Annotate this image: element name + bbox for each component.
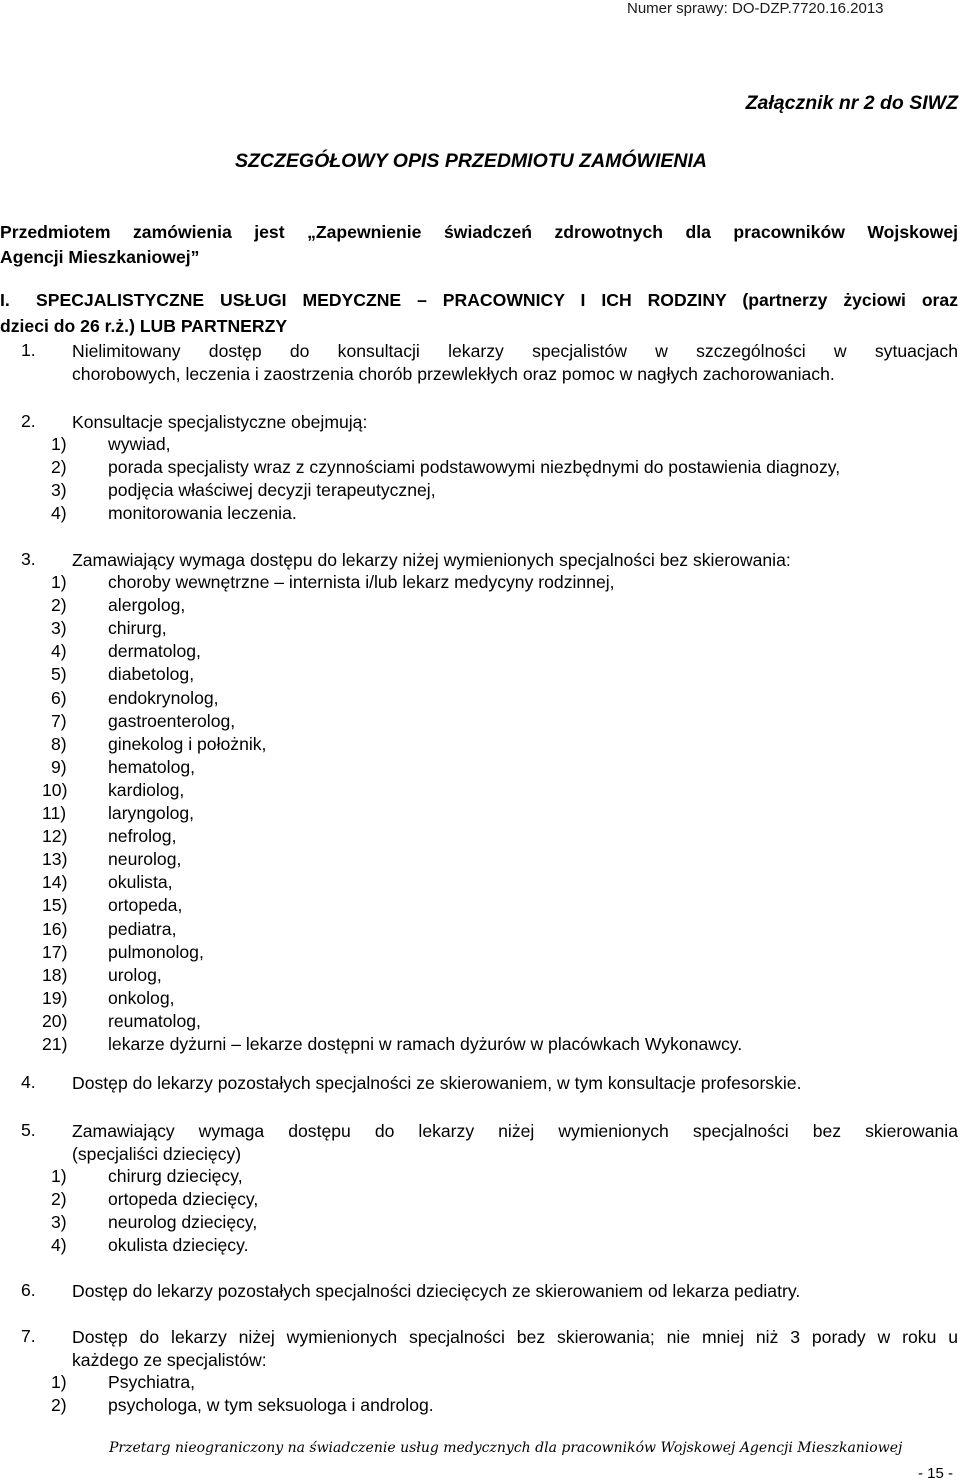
sub-item-text: pulmonolog, (108, 941, 204, 962)
sub-item-text: psychologa, w tym seksuologa i androlog. (108, 1395, 434, 1416)
annex-label: Załącznik nr 2 do SIWZ (745, 92, 958, 114)
sub-item-number: 2) (51, 457, 67, 478)
sub-item-number: 14) (42, 872, 68, 893)
footer-text: Przetarg nieograniczony na świadczenie usług medycznych dla pracowników Wojskowej Agencji Mieszkaniowej (109, 1440, 903, 1456)
item-number: 6. (21, 1280, 36, 1300)
sub-item-number: 1) (51, 1166, 67, 1186)
sub-item-text: chirurg dziecięcy, (108, 1166, 243, 1186)
sub-item-text: ginekolog i położnik, (108, 733, 267, 754)
sub-item-number: 4) (51, 641, 67, 662)
sub-item-text: pediatra, (108, 918, 177, 939)
page-number: - 15 - (918, 1465, 954, 1482)
sub-item-text: choroby wewnętrzne – internista i/lub lekarz medycyny rodzinnej, (108, 572, 615, 592)
item-text-line: (specjaliści dziecięcy) (72, 1144, 242, 1164)
sub-item-number: 13) (42, 849, 68, 870)
sub-item-number: 11) (42, 803, 67, 823)
subject-paragraph (0, 220, 958, 270)
sub-item-number: 3) (51, 480, 67, 501)
sub-item-number: 12) (42, 826, 68, 847)
item-text-line: Konsultacje specjalistyczne obejmują: (72, 412, 368, 432)
sub-item-number: 4) (51, 503, 67, 524)
sub-item-number: 3) (51, 618, 67, 639)
case-number: Numer sprawy: DO-DZP.7720.16.2013 (627, 0, 884, 17)
item-text-line: Zamawiający wymaga dostępu do lekarzy niżej wymienionych specjalności bez skierowania (72, 1121, 958, 1141)
sub-item-text: kardiolog, (108, 779, 185, 800)
sub-item-number: 7) (51, 710, 67, 731)
sub-item-text: lekarze dyżurni – lekarze dostępni w ramach dyżurów w placówkach Wykonawcy. (108, 1034, 743, 1054)
sub-item-text: gastroenterolog, (108, 710, 236, 731)
item-text-line: Dostęp do lekarzy pozostałych specjalności ze skierowaniem, w tym konsultacje profesorskie. (72, 1073, 802, 1093)
sub-item-text: monitorowania leczenia. (108, 503, 297, 524)
item-number: 3. (21, 549, 36, 569)
sub-item-number: 17) (42, 941, 68, 962)
sub-item-number: 3) (51, 1212, 67, 1233)
sub-item-number: 18) (42, 964, 68, 985)
sub-item-number: 19) (42, 987, 68, 1008)
sub-item-text: dermatolog, (108, 641, 201, 662)
item-text-line: Dostęp do lekarzy niżej wymienionych specjalności bez skierowania; nie mniej niż 3 porady w roku u (72, 1327, 958, 1347)
sub-item-number: 5) (51, 664, 67, 685)
sub-item-text: ortopeda, (108, 895, 183, 916)
item-number: 1. (21, 340, 36, 360)
document-title: SZCZEGÓŁOWY OPIS PRZEDMIOTU ZAMÓWIENIA (235, 150, 707, 172)
item-number: 7. (21, 1326, 36, 1346)
subject-line: Agencji Mieszkaniowej” (0, 247, 200, 267)
sub-item-number: 4) (51, 1235, 67, 1256)
item-number: 4. (21, 1072, 36, 1092)
sub-item-text: ortopeda dziecięcy, (108, 1189, 259, 1210)
sub-item-text: podjęcia właściwej decyzji terapeutycznej, (108, 480, 436, 501)
sub-item-text: wywiad, (108, 434, 171, 454)
sub-item-number: 1) (51, 572, 67, 592)
sub-item-text: laryngolog, (108, 803, 195, 823)
item-number: 2. (21, 411, 36, 431)
sub-item-number: 15) (42, 895, 68, 916)
sub-item-number: 1) (51, 1372, 67, 1392)
sub-item-text: Psychiatra, (108, 1372, 196, 1392)
sub-item-text: hematolog, (108, 756, 196, 777)
sub-item-number: 21) (42, 1034, 68, 1054)
item-text-line: każdego ze specjalistów: (72, 1350, 267, 1370)
sub-item-text: diabetolog, (108, 664, 195, 685)
sub-item-number: 16) (42, 918, 68, 939)
sub-item-text: okulista, (108, 872, 173, 893)
sub-item-number: 2) (51, 1395, 67, 1416)
sub-item-number: 9) (51, 756, 67, 777)
sub-item-text: urolog, (108, 964, 162, 985)
item-text-line: chorobowych, leczenia i zaostrzenia chorób przewlekłych oraz pomoc w nagłych zachorowaniach. (72, 364, 835, 384)
sub-item-text: porada specjalisty wraz z czynnościami podstawowymi niezbędnymi do postawienia diagnozy, (108, 457, 841, 478)
item-text-line: Dostęp do lekarzy pozostałych specjalności dziecięcych ze skierowaniem od lekarza pediatry. (72, 1281, 801, 1301)
item-text-line: Nielimitowany dostęp do konsultacji lekarzy specjalistów w szczególności w sytuacjach (72, 341, 958, 361)
sub-item-text: chirurg, (108, 618, 167, 639)
subject-line: Przedmiotem zamówienia jest „Zapewnienie świadczeń zdrowotnych dla pracowników Wojskowej (0, 222, 958, 242)
sub-item-number: 2) (51, 595, 67, 616)
sub-item-text: okulista dziecięcy. (108, 1235, 249, 1256)
sub-item-number: 1) (51, 434, 67, 454)
sub-item-text: nefrolog, (108, 826, 177, 847)
sub-item-number: 2) (51, 1189, 67, 1210)
sub-item-number: 6) (51, 687, 67, 708)
sub-item-number: 10) (42, 779, 68, 800)
sub-item-number: 20) (42, 1010, 68, 1031)
section-title-line: SPECJALISTYCZNE USŁUGI MEDYCZNE – PRACOWNICY I ICH RODZINY (partnerzy życiowi oraz (36, 290, 958, 310)
section-title-line: dzieci do 26 r.ż.) LUB PARTNERZY (0, 316, 288, 336)
item-text-line: Zamawiający wymaga dostępu do lekarzy niżej wymienionych specjalności bez skierowania: (72, 550, 791, 570)
sub-item-text: neurolog, (108, 849, 182, 870)
item-number: 5. (21, 1120, 36, 1140)
sub-item-text: endokrynolog, (108, 687, 219, 708)
sub-item-number: 8) (51, 733, 67, 754)
sub-item-text: reumatolog, (108, 1010, 201, 1031)
sub-item-text: onkolog, (108, 987, 175, 1008)
section-number: I. (0, 290, 10, 310)
sub-item-text: alergolog, (108, 595, 186, 616)
sub-item-text: neurolog dziecięcy, (108, 1212, 258, 1233)
